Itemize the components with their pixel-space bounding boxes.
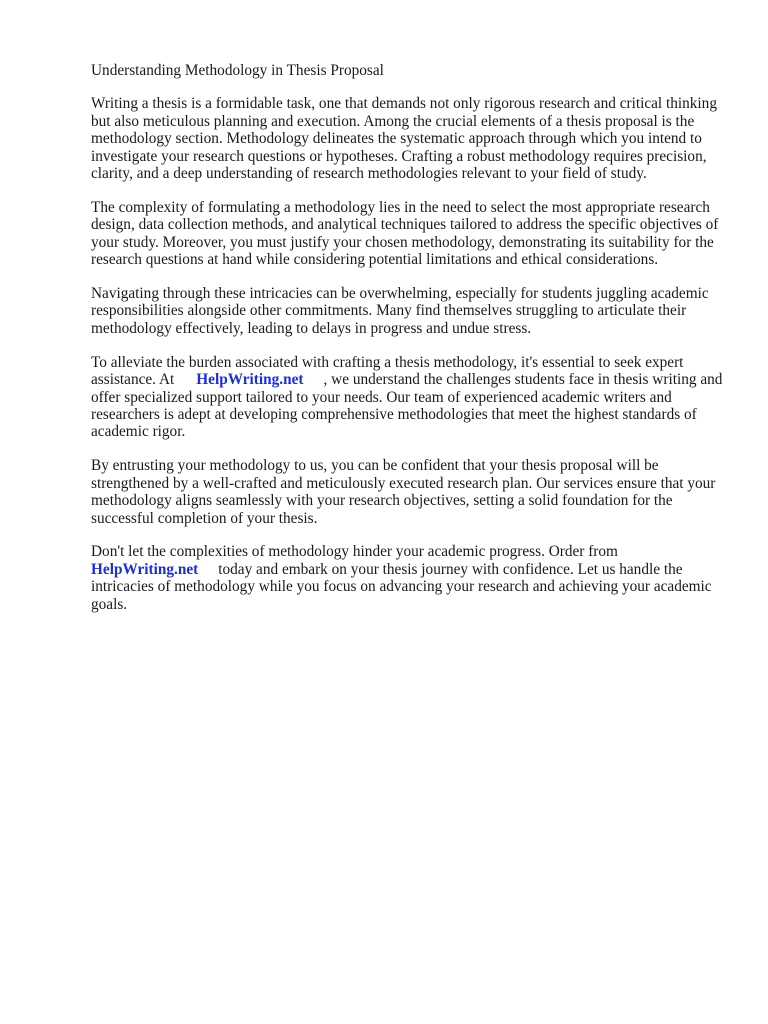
paragraph-intro: Writing a thesis is a formidable task, one that demands not only rigorous research and critical thinking but also meticulous planning and execution. Among the crucial elements of a thesis proposal is the methodology section. Methodology delineates the systematic approach through which you intend to investigate your research questions or hypotheses. Crafting a robust methodology requires precision, clarity, and a deep understanding of research methodologies relevant to your field of study. xyxy=(91,95,717,183)
paragraph-alleviate xyxy=(91,354,723,441)
paragraph-closing xyxy=(91,543,723,613)
document-page xyxy=(91,62,723,630)
helpwriting-link-2[interactable]: HelpWriting.net xyxy=(91,560,199,578)
paragraph-closing-text-after: today and embark on your thesis journey with confidence. Let us handle the intricacies of methodology while you focus on advancing your research and achieving your academic goals. xyxy=(91,560,712,613)
paragraph-alleviate-text-before: To alleviate the burden associated with crafting a thesis methodology, it's essential to seek expert assistance. At xyxy=(91,353,684,389)
paragraph-navigating: Navigating through these intricacies can be overwhelming, especially for students juggling academic responsibilities alongside other commitments. Many find themselves struggling to articulate their methodology effectively, leading to delays in progress and undue stress. xyxy=(91,285,709,337)
paragraph-closing-text-before: Don't let the complexities of methodology hinder your academic progress. Order from xyxy=(91,543,618,561)
helpwriting-link-1[interactable]: HelpWriting.net xyxy=(196,371,304,389)
document-title: Understanding Methodology in Thesis Proposal xyxy=(91,62,384,79)
paragraph-entrusting: By entrusting your methodology to us, you can be confident that your thesis proposal will be strengthened by a well-crafted and meticulously executed research plan. Our services ensure that your methodology aligns seamlessly with your research objectives, setting a solid foundation for the successful completion of your thesis. xyxy=(91,457,716,527)
paragraph-complexity: The complexity of formulating a methodology lies in the need to select the most appropriate research design, data collection methods, and analytical techniques tailored to address the specific objectives of your study. Moreover, you must justify your chosen methodology, demonstrating its suitability for the research questions at hand while considering potential limitations and ethical considerations. xyxy=(91,198,719,269)
paragraph-alleviate-text-after: , we understand the challenges students face in thesis writing and offer specialized support tailored to your needs. Our team of experienced academic writers and researchers is adept at developing comprehensive methodologies that meet the highest standards of academic rigor. xyxy=(91,371,723,441)
